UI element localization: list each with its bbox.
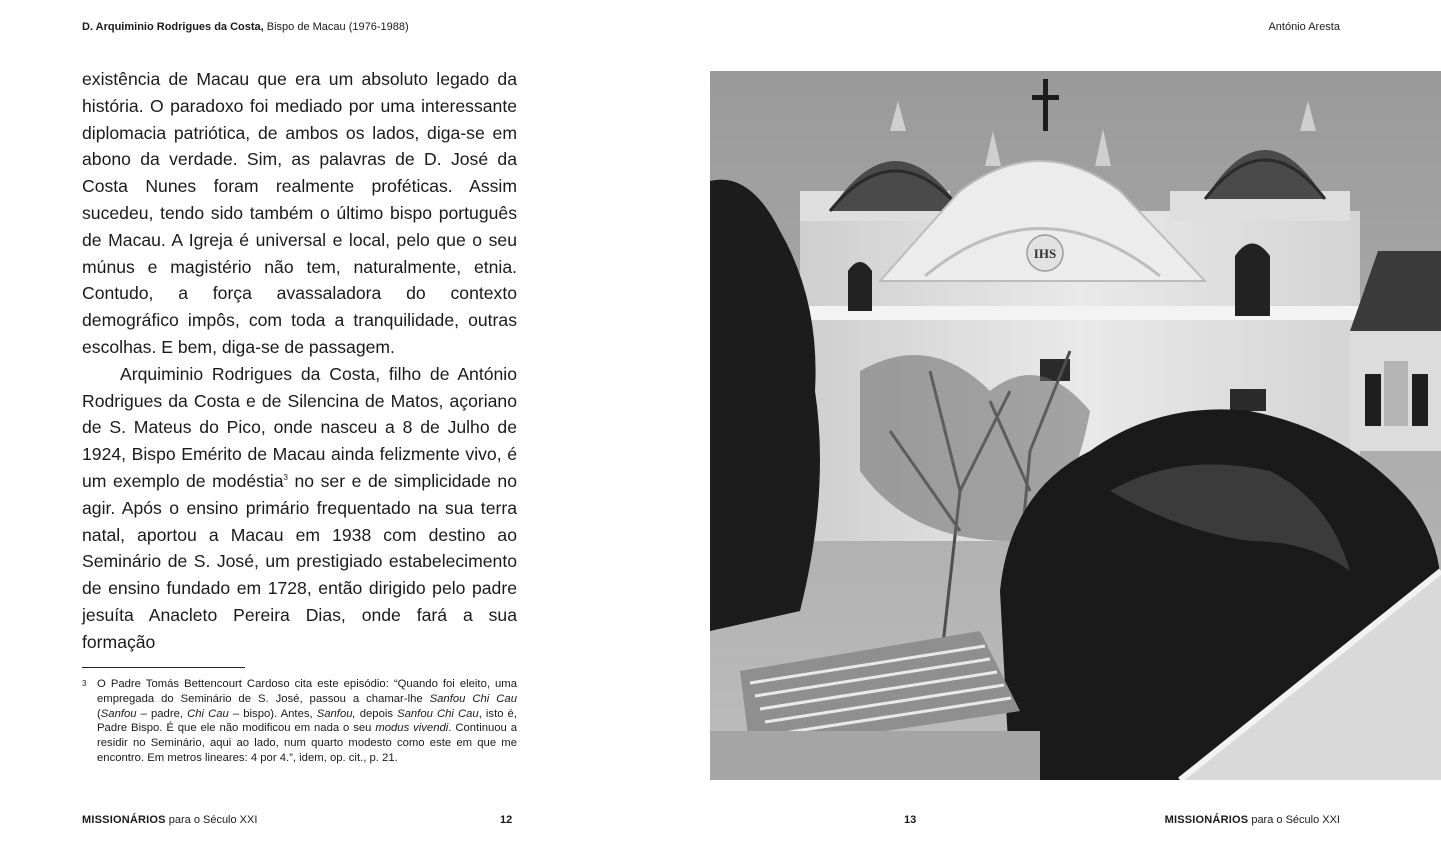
footnote-segment: – padre, [136, 707, 188, 720]
footnote-segment: . Continuou a residir no Seminário, aqui ao lado, num quarto modesto como este em que me encontro. Em metros lineares: 4 por 4.”, idem, op. cit., p. 21. [97, 722, 518, 764]
left-bell-window [848, 262, 872, 311]
footer-brand-bold: MISSIONÁRIOS [82, 814, 166, 826]
cross [1043, 79, 1048, 131]
paragraph-2-part-a: Arquiminio Rodrigues da Costa, filho de António Rodrigues da Costa e de Silencina de Matos, açoriano de S. Mateus do Pico, onde nasceu a 8 de Julho de 1924, Bispo Emérito de Macau ainda felizmente vivo, é um exemplo de modéstia [82, 363, 517, 491]
left-page [0, 0, 720, 855]
footer-brand-bold: MISSIONÁRIOS [1164, 814, 1249, 826]
monogram-text: IHS [1033, 246, 1057, 261]
shutter-left [1365, 374, 1381, 426]
footnote-segment: – bispo). Antes, [228, 707, 317, 720]
page-number-left: 12 [500, 814, 513, 826]
running-footer-left [82, 814, 257, 826]
footnote-segment: , isto é, Padre Bispo. É que ele não modificou em nada o seu [97, 707, 517, 735]
shutter-right [1412, 374, 1428, 426]
right-bell-window [1235, 244, 1270, 317]
courtyard [710, 731, 1040, 780]
body-text [82, 66, 517, 656]
footnote-italic: modus vivendi [375, 722, 449, 735]
footnote-text [97, 677, 517, 766]
footnote-italic: Sanfou, [316, 707, 356, 720]
church-photograph [710, 71, 1441, 780]
footnote-italic: Sanfou [100, 707, 137, 720]
footnote-divider [82, 667, 245, 668]
footnote-number: 3 [82, 679, 87, 688]
header-title-bold: D. Arquiminio Rodrigues da Costa, [82, 21, 264, 33]
footer-brand-rest: para o Século XXI [1248, 814, 1340, 826]
footnote-reference[interactable]: 3 [283, 473, 288, 483]
paragraph-2 [82, 361, 517, 656]
header-author: António Aresta [1268, 21, 1340, 33]
page-number-right: 13 [904, 814, 917, 826]
footnote-italic: Sanfou Chi Cau [397, 707, 479, 720]
footnote-italic: Sanfou Chi Cau [429, 692, 517, 705]
running-footer-right [1165, 814, 1340, 826]
footnote [82, 677, 517, 766]
paragraph-2-part-b: no ser e de simplicidade no agir. Após o ensino primário frequentado na sua terra natal, aportou a Macau em 1938 com destino ao Seminário de S. José, um prestigiado estabelecimento de ensino fundado em 1728, então dirigido pelo padre jesuíta Anacleto Pereira Dias, onde fará a sua formação [82, 470, 517, 652]
header-title-rest: Bispo de Macau (1976-1988) [263, 21, 409, 33]
running-header [82, 21, 409, 33]
paragraph-1: existência de Macau que era um absoluto legado da história. O paradoxo foi mediado por uma interessante diplomacia patriótica, de ambos os lados, diga-se em abono da verdade. Sim, as palavras de D. José da Costa Nunes foram realmente proféticas. Assim sucedeu, tendo sido também o último bispo português de Macau. A Igreja é universal e local, pelo que o seu múnus e magistério não tem, naturalmente, etnia. Contudo, a força avassaladora do contexto demográfico impôs, com toda a tranquilidade, outras escolhas. E bem, diga-se de passagem. [82, 69, 517, 357]
footnote-segment: ( [97, 707, 101, 720]
footnote-italic: Chi Cau [187, 707, 229, 720]
footer-brand-rest: para o Século XXI [165, 814, 258, 826]
footnote-segment: O Padre Tomás Bettencourt Cardoso cita este episódio: “Quando foi eleito, uma empregada do Seminário de S. José, passou a chamar-lhe [97, 678, 517, 705]
footnote-segment: depois [355, 707, 398, 720]
